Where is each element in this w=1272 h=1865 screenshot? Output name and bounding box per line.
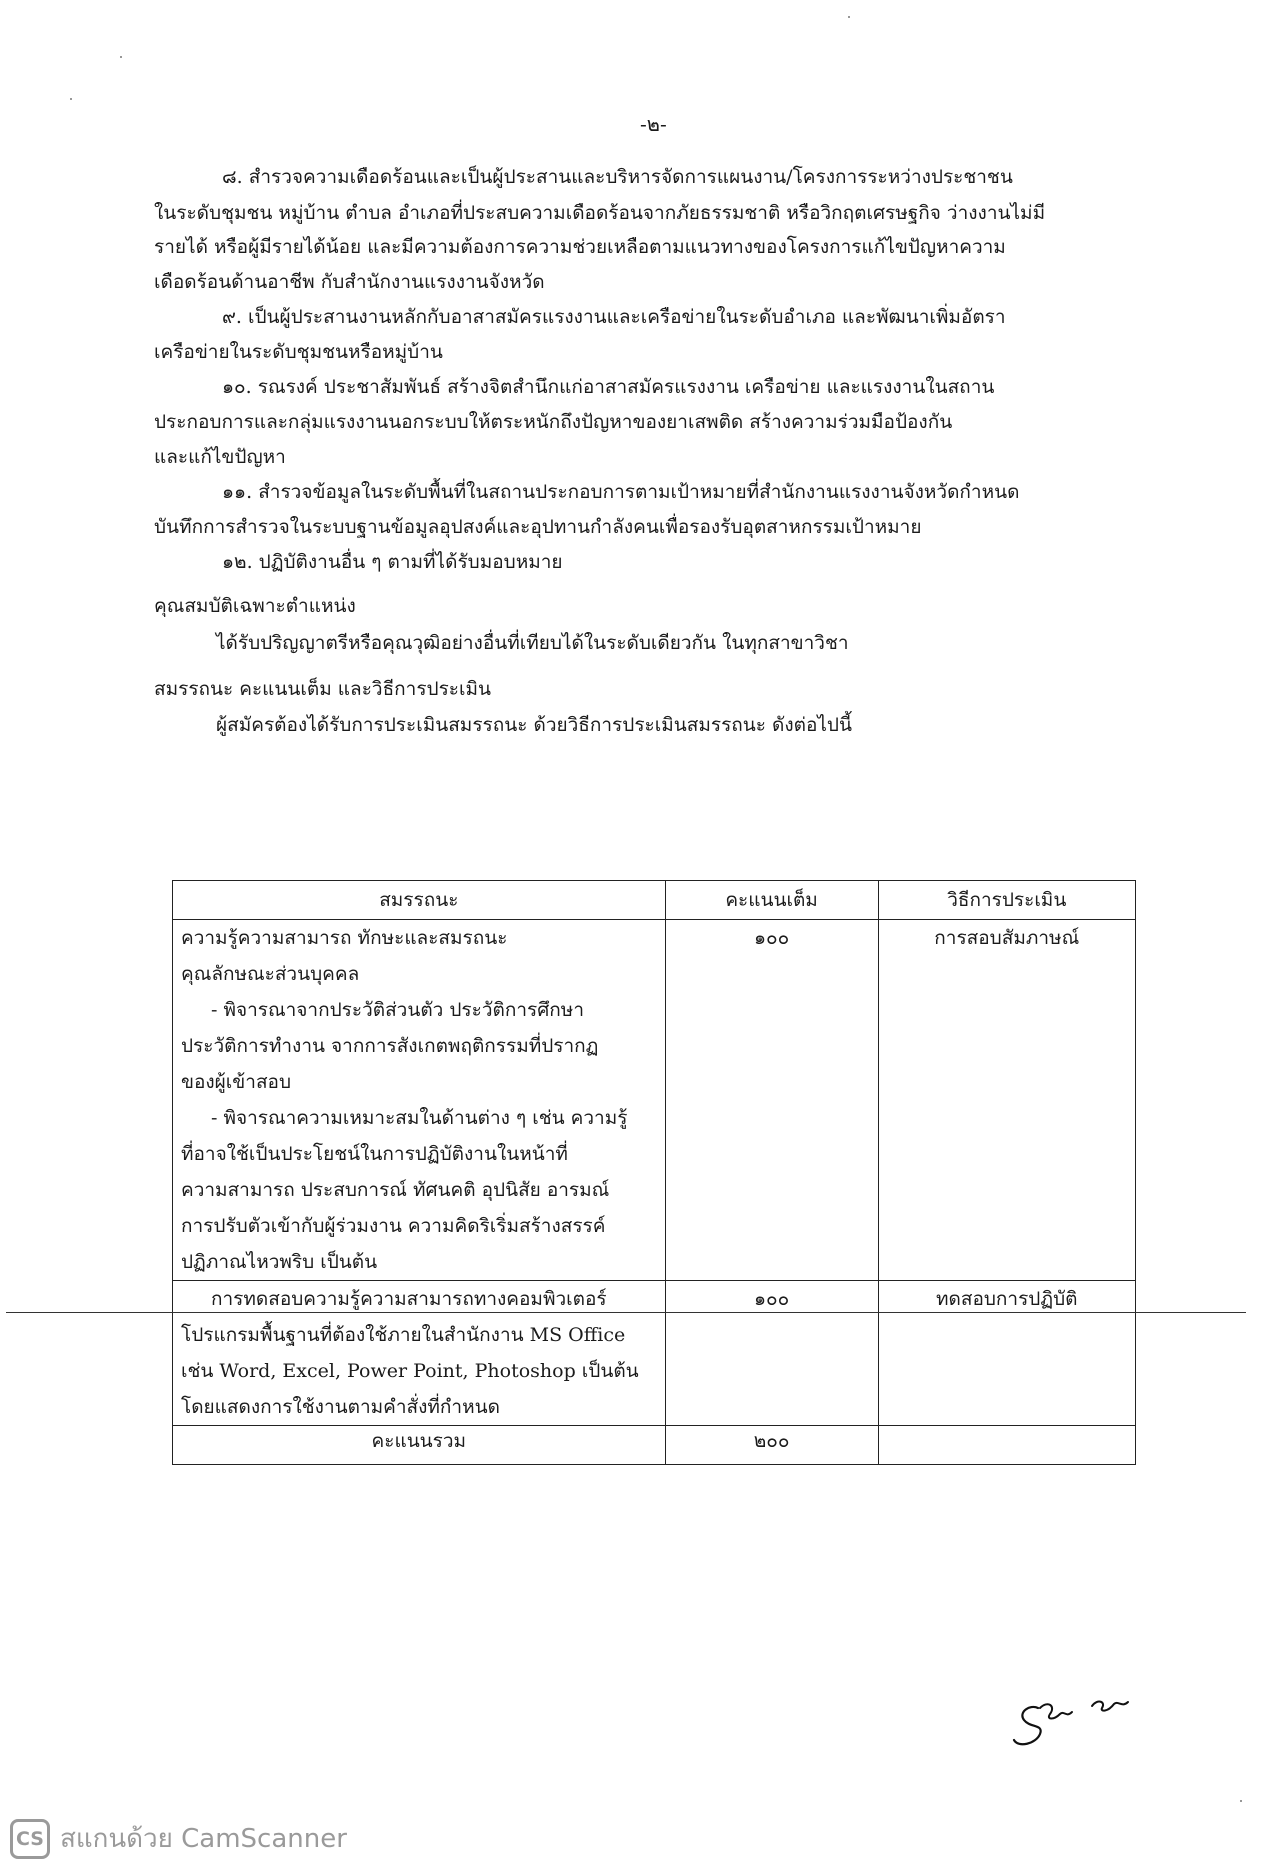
scan-speck — [1240, 1800, 1242, 1802]
handwritten-signature — [1010, 1690, 1140, 1760]
competency-heading: สมรรถนะ คะแนนเต็ม และวิธีการประเมิน — [154, 678, 492, 700]
scan-speck — [70, 98, 72, 100]
item-10-line-1: ๑๐. รณรงค์ ประชาสัมพันธ์ สร้างจิตสำนึกแก่อาสาสมัครแรงงาน เครือข่าย และแรงงานในสถาน — [222, 376, 995, 398]
row1-line: ความสามารถ ประสบการณ์ ทัศนคติ อุปนิสัย อารมณ์ — [181, 1179, 610, 1201]
row1-line: ความรู้ความสามารถ ทักษะและสมรถนะ — [181, 927, 508, 949]
camscanner-text: สแกนด้วย CamScanner — [60, 1824, 347, 1854]
header-competency: สมรรถนะ — [173, 881, 666, 920]
table-header-row — [173, 881, 1136, 920]
row2-method-cell — [878, 1281, 1135, 1426]
item-8-line-2: ในระดับชุมชน หมู่บ้าน ตำบล อำเภอที่ประสบความเดือดร้อนจากภัยธรรมชาติ หรือวิกฤตเศรษฐกิจ ว่างงานไม่มี — [154, 202, 1046, 224]
row2-line: เช่น Word, Excel, Power Point, Photoshop เป็นต้น — [181, 1360, 639, 1382]
row1-line: ประวัติการทำงาน จากการสังเกตพฤติกรรมที่ปรากฏ — [181, 1035, 599, 1057]
row2-line: โดยแสดงการใช้งานตามคำสั่งที่กำหนด — [181, 1396, 500, 1418]
page-number: -๒- — [640, 112, 667, 136]
table-row — [173, 1281, 1136, 1426]
item-11-line-2: บันทึกการสำรวจในระบบฐานข้อมูลอุปสงค์และอุปทานกำลังคนเพื่อรองรับอุตสาหกรรมเป้าหมาย — [154, 516, 922, 538]
camscanner-logo-icon: CS — [10, 1819, 50, 1859]
item-9-line-2: เครือข่ายในระดับชุมชนหรือหมู่บ้าน — [154, 341, 443, 363]
item-9-line-1: ๙. เป็นผู้ประสานงานหลักกับอาสาสมัครแรงงานและเครือข่ายในระดับอำเภอ และพัฒนาเพิ่มอัตรา — [222, 306, 1006, 328]
item-8-line-3: รายได้ หรือผู้มีรายได้น้อย และมีความต้องการความช่วยเหลือตามแนวทางของโครงการแก้ไขปัญหาความ — [154, 236, 1006, 258]
row1-score-cell — [665, 920, 878, 1281]
scan-speck — [848, 16, 850, 18]
row1-score: ๑๐๐ — [753, 927, 790, 949]
row1-line: การปรับตัวเข้ากับผู้ร่วมงาน ความคิดริเริ่มสร้างสรรค์ — [181, 1215, 606, 1237]
row1-line: - พิจารณาจากประวัติส่วนตัว ประวัติการศึกษา — [211, 999, 584, 1021]
item-11-line-1: ๑๑. สำรวจข้อมูลในระดับพื้นที่ในสถานประกอบการตามเป้าหมายที่สำนักงานแรงงานจังหวัดกำหนด — [222, 481, 1020, 503]
row2-score-cell — [665, 1281, 878, 1426]
scan-speck — [120, 56, 122, 58]
row2-competency-cell — [173, 1281, 666, 1426]
competency-text: ผู้สมัครต้องได้รับการประเมินสมรรถนะ ด้วยวิธีการประเมินสมรรถนะ ดังต่อไปนี้ — [216, 714, 852, 736]
total-label: คะแนนรวม — [173, 1426, 666, 1465]
item-10-line-3: และแก้ไขปัญหา — [154, 446, 286, 468]
header-method: วิธีการประเมิน — [878, 881, 1135, 920]
item-8-line-4: เดือดร้อนด้านอาชีพ กับสำนักงานแรงงานจังหวัด — [154, 271, 545, 293]
row1-line: คุณลักษณะส่วนบุคคล — [181, 963, 360, 985]
total-score: ๒๐๐ — [665, 1426, 878, 1465]
qualification-heading: คุณสมบัติเฉพาะตำแหน่ง — [154, 595, 356, 617]
row2-line: โปรแกรมพื้นฐานที่ต้องใช้ภายในสำนักงาน MS Office — [181, 1324, 626, 1346]
row1-competency-cell — [173, 920, 666, 1281]
camscanner-footer — [10, 1818, 347, 1859]
qualification-text: ได้รับปริญญาตรีหรือคุณวุฒิอย่างอื่นที่เทียบได้ในระดับเดียวกัน ในทุกสาขาวิชา — [216, 632, 849, 654]
row2-score: ๑๐๐ — [753, 1288, 790, 1310]
table-total-row — [173, 1426, 1136, 1465]
row1-method: การสอบสัมภาษณ์ — [934, 927, 1080, 949]
row2-line: การทดสอบความรู้ความสามารถทางคอมพิวเตอร์ — [211, 1288, 607, 1310]
row1-line: ของผู้เข้าสอบ — [181, 1071, 292, 1093]
table-row — [173, 920, 1136, 1281]
item-10-line-2: ประกอบการและกลุ่มแรงงานนอกระบบให้ตระหนักถึงปัญหาของยาเสพติด สร้างความร่วมมือป้องกัน — [154, 411, 953, 433]
row1-line: ปฏิภาณไหวพริบ เป็นต้น — [181, 1251, 378, 1273]
scan-artifact-line — [6, 1312, 1246, 1313]
row1-line: ที่อาจใช้เป็นประโยชน์ในการปฏิบัติงานในหน้าที่ — [181, 1143, 568, 1165]
item-12-line-1: ๑๒. ปฏิบัติงานอื่น ๆ ตามที่ได้รับมอบหมาย — [222, 551, 563, 573]
item-8-line-1: ๘. สำรวจความเดือดร้อนและเป็นผู้ประสานและบริหารจัดการแผนงาน/โครงการระหว่างประชาชน — [222, 166, 1013, 188]
row1-method-cell — [878, 920, 1135, 1281]
header-full-score: คะแนนเต็ม — [665, 881, 878, 920]
row1-line: - พิจารณาความเหมาะสมในด้านต่าง ๆ เช่น ความรู้ — [211, 1107, 628, 1129]
total-method-cell — [878, 1426, 1135, 1465]
row2-method: ทดสอบการปฏิบัติ — [936, 1288, 1078, 1310]
competency-table — [172, 880, 1136, 1465]
